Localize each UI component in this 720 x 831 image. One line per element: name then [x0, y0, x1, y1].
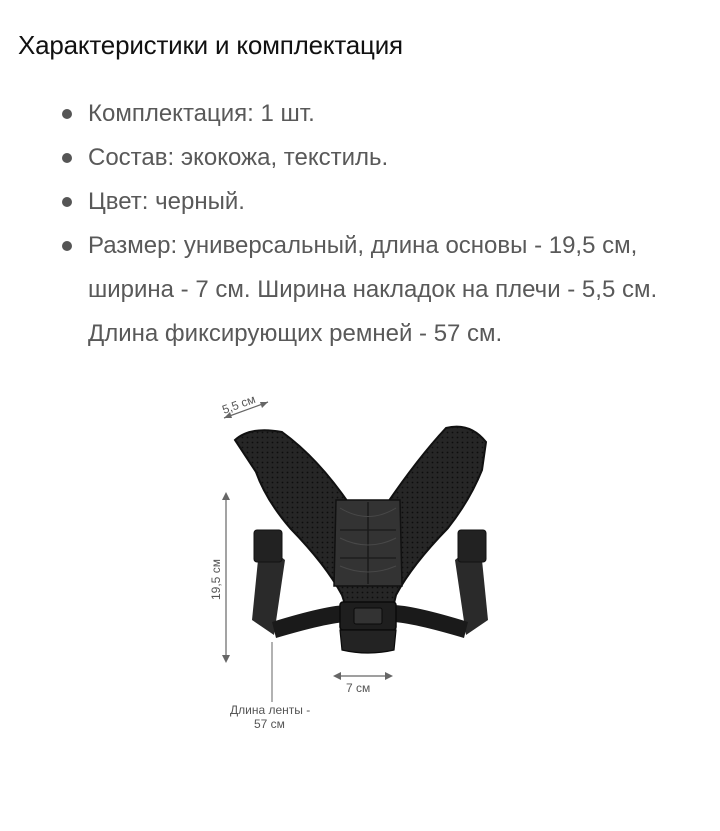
- strap-length-dimension: [230, 642, 310, 731]
- shoulder-width-label: 5,5 см: [220, 391, 258, 417]
- bullet-icon: [62, 153, 72, 163]
- spec-item-material: [60, 136, 700, 180]
- bullet-icon: [62, 197, 72, 207]
- spec-text: Комплектация: 1 шт.: [88, 100, 315, 127]
- height-dimension: [209, 492, 230, 663]
- section-title: Характеристики и комплектация: [18, 30, 403, 60]
- spec-item-size: [60, 224, 700, 356]
- strap-length-label-line2: 57 см: [254, 717, 285, 731]
- bullet-icon: [62, 109, 72, 119]
- spec-text: Состав: экокожа, текстиль.: [88, 144, 389, 171]
- base-width-dimension: [333, 672, 393, 695]
- shoulder-width-dimension: [220, 392, 268, 418]
- spec-text: Размер: универсальный, длина основы - 19,5 см, ширина - 7 см. Ширина накладок на плечи - 5,5 см. Длина фиксирующих ремней - 57 см.: [88, 232, 658, 347]
- spec-item-color: [60, 180, 700, 224]
- posture-corrector-illustration: [190, 380, 530, 740]
- spec-text: Цвет: черный.: [88, 188, 245, 215]
- product-image: [190, 380, 530, 740]
- spec-list: [60, 92, 700, 356]
- buckle: [340, 602, 396, 653]
- height-label: 19,5 см: [209, 559, 223, 600]
- strap-length-label-line1: Длина ленты -: [230, 703, 311, 717]
- spec-item-kit: [60, 92, 700, 136]
- bullet-icon: [62, 241, 72, 251]
- base-width-label: 7 см: [346, 681, 371, 695]
